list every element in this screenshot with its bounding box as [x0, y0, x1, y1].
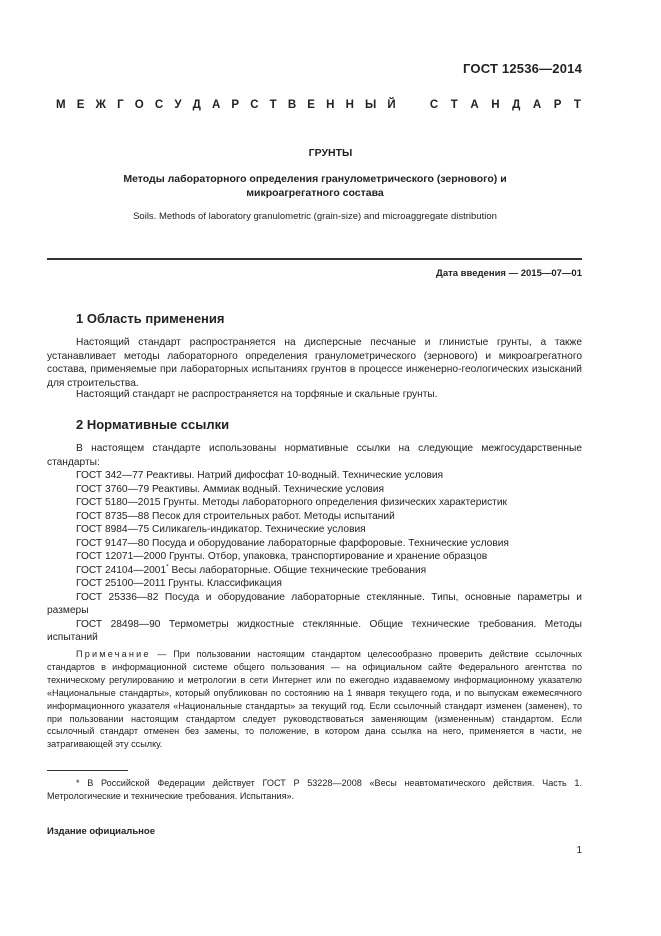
- reference-item: ГОСТ 8735—88 Песок для строительных работ. Методы испытаний: [76, 510, 395, 522]
- footnote-marker: *: [166, 563, 169, 571]
- banner-letter: Р: [231, 99, 240, 111]
- reference-item: ГОСТ 3760—79 Реактивы. Аммиак водный. Технические условия: [76, 483, 385, 495]
- document-subtitle: Методы лабораторного определения гранулометрического (зернового) и микроагрегатного состава: [123, 173, 507, 199]
- reference-text: Весы лабораторные. Общие технические требования: [168, 564, 427, 576]
- banner-letter: С: [250, 99, 259, 111]
- banner-letter: Е: [307, 99, 315, 111]
- standard-word: [430, 99, 581, 111]
- banner-letter: Т: [450, 99, 458, 111]
- note-label: Примечание: [76, 649, 151, 659]
- banner-letter: С: [429, 99, 439, 111]
- introduction-date: Дата введения — 2015—07—01: [436, 268, 582, 279]
- banner-letter: Д: [192, 99, 201, 111]
- interstate-word: [56, 99, 396, 111]
- document-code: ГОСТ 12536—2014: [463, 61, 582, 76]
- reference-code: ГОСТ 24104—2001: [76, 564, 167, 576]
- english-title: Soils. Methods of laboratory granulometric (grain-size) and microaggregate distribution: [133, 211, 497, 222]
- reference-item: ГОСТ 9147—80 Посуда и оборудование лабораторные фарфоровые. Технические условия: [76, 537, 509, 549]
- banner-letter: Р: [553, 99, 562, 111]
- banner-letter: М: [56, 99, 66, 111]
- references-list: [47, 469, 582, 645]
- banner-letter: Н: [326, 99, 335, 111]
- banner-letter: Ы: [365, 99, 377, 111]
- section-2-intro: В настоящем стандарте использованы нормативные ссылки на следующие межгосударственные стандарты:: [47, 443, 582, 468]
- footnote-divider: [47, 770, 128, 771]
- banner-letter: А: [211, 99, 221, 111]
- note-text: — При пользовании настоящим стандартом целесообразно проверить действие ссылочных стандартов в информационной системе общего пользования — на официальном сайте Федерального агентства по техническому регулированию и метрологии в сети Интернет или по ежегодно издаваемому информационному указателю «Национальные стандарты», который опубликован по состоянию на 1 января текущего года, и по выпускам ежемесячного информационного указателя «Национальные стандарты» за текущий год. Если ссылочный стандарт изменен (заменен), то при пользовании настоящим стандартом следует руководствоваться заменяющим (измененным) стандартом. Если ссылочный стандарт отменен без замены, то положение, в котором дана ссылка на него, применяется в части, не затрагивающей эту ссылку.: [47, 649, 582, 750]
- reference-item: ГОСТ 8984—75 Силикагель-индикатор. Технические условия: [76, 524, 366, 535]
- banner-letter: С: [154, 99, 164, 111]
- page-number: 1: [576, 845, 582, 856]
- banner-letter: Й: [387, 99, 396, 111]
- banner-letter: Г: [117, 99, 124, 111]
- reference-item: ГОСТ 25336—82 Посуда и оборудование лабораторные стеклянные. Типы, основные параметры и размеры: [47, 591, 582, 616]
- reference-item: ГОСТ 28498—90 Термометры жидкостные стеклянные. Общие технические требования. Методы испытаний: [47, 618, 582, 643]
- section-1-heading: 1 Область применения: [76, 311, 225, 326]
- official-edition-label: Издание официальное: [47, 826, 155, 837]
- banner-letter: Т: [269, 99, 277, 111]
- banner-letter: Н: [345, 99, 354, 111]
- banner-letter: В: [287, 99, 297, 111]
- note-paragraph: [47, 648, 582, 751]
- interstate-standard-banner: [56, 99, 581, 111]
- footnote: * В Российской Федерации действует ГОСТ Р 53228—2008 «Весы неавтоматического действия. Часть 1. Метрологические и технические требования. Испытания».: [47, 778, 582, 801]
- banner-letter: А: [532, 99, 542, 111]
- section-2-heading: 2 Нормативные ссылки: [76, 417, 230, 432]
- reference-item: ГОСТ 5180—2015 Грунты. Методы лабораторного определения физических характеристик: [76, 497, 507, 508]
- section-1-paragraph: Настоящий стандарт распространяется на дисперсные песчаные и глинистые грунты, а также устанавливает методы лабораторного определения гранулометрического (зернового) и микроагрегатного состава, применяемые при лабораторных испытаниях грунтов в процессе инженерно-геологических изысканий для строительства.: [47, 337, 582, 389]
- banner-letter: Т: [573, 99, 581, 111]
- document-title: ГРУНТЫ: [308, 147, 353, 159]
- reference-item: ГОСТ 25100—2011 Грунты. Классификация: [76, 578, 282, 589]
- reference-item: ГОСТ 342—77 Реактивы. Натрий дифосфат 10-водный. Технические условия: [76, 470, 444, 481]
- section-1-paragraph-2: Настоящий стандарт не распространяется на торфяные и скальные грунты.: [76, 389, 438, 400]
- header-divider: [47, 258, 582, 260]
- banner-letter: У: [174, 99, 182, 111]
- banner-letter: Д: [512, 99, 521, 111]
- banner-letter: Н: [491, 99, 500, 111]
- banner-letter: О: [134, 99, 144, 111]
- banner-letter: Е: [76, 99, 85, 111]
- banner-letter: Ж: [95, 99, 106, 111]
- banner-letter: А: [470, 99, 479, 111]
- reference-item: [47, 564, 582, 578]
- reference-item: ГОСТ 12071—2000 Грунты. Отбор, упаковка, транспортирование и хранение образцов: [76, 551, 488, 562]
